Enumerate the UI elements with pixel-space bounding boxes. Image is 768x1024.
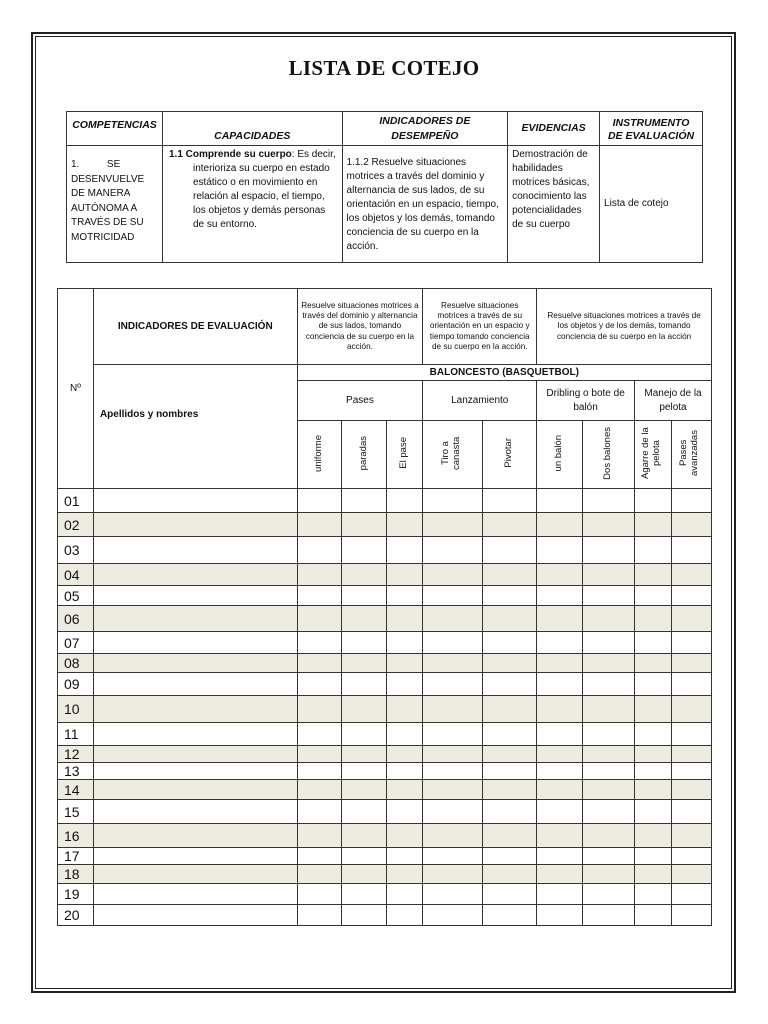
table-row bbox=[58, 780, 712, 800]
row-number: 07 bbox=[58, 632, 94, 654]
check-cell[interactable] bbox=[483, 780, 537, 800]
check-cell[interactable] bbox=[634, 654, 671, 673]
header-instrumento-line2: DE EVALUACIÓN bbox=[607, 130, 695, 143]
check-cell[interactable] bbox=[423, 763, 483, 780]
table-row bbox=[58, 632, 712, 654]
check-cell[interactable] bbox=[423, 606, 483, 632]
check-cell[interactable] bbox=[297, 800, 342, 824]
check-cell[interactable] bbox=[297, 696, 342, 723]
check-cell[interactable] bbox=[387, 780, 423, 800]
check-cell[interactable] bbox=[297, 848, 342, 865]
check-cell[interactable] bbox=[342, 696, 387, 723]
check-cell[interactable] bbox=[537, 800, 583, 824]
check-cell[interactable] bbox=[342, 564, 387, 586]
table-row bbox=[58, 654, 712, 673]
check-cell[interactable] bbox=[387, 723, 423, 746]
check-cell[interactable] bbox=[342, 780, 387, 800]
check-cell[interactable] bbox=[423, 723, 483, 746]
check-cell[interactable] bbox=[537, 606, 583, 632]
check-cell[interactable] bbox=[387, 905, 423, 926]
table-row bbox=[58, 865, 712, 884]
check-cell[interactable] bbox=[634, 746, 671, 763]
check-cell[interactable] bbox=[423, 654, 483, 673]
check-cell[interactable] bbox=[671, 632, 711, 654]
check-cell[interactable] bbox=[342, 824, 387, 848]
check-cell[interactable] bbox=[537, 746, 583, 763]
check-cell[interactable] bbox=[634, 564, 671, 586]
check-cell[interactable] bbox=[671, 673, 711, 696]
check-cell[interactable] bbox=[537, 632, 583, 654]
check-cell[interactable] bbox=[387, 654, 423, 673]
check-cell[interactable] bbox=[583, 905, 635, 926]
student-name-cell[interactable] bbox=[93, 780, 297, 800]
check-cell[interactable] bbox=[342, 905, 387, 926]
row-number: 16 bbox=[58, 824, 94, 848]
col-tiro-label: Tiro a canasta bbox=[439, 436, 462, 470]
check-cell[interactable] bbox=[634, 848, 671, 865]
table-row bbox=[58, 537, 712, 564]
check-cell[interactable] bbox=[634, 606, 671, 632]
header-evidencias: EVIDENCIAS bbox=[508, 112, 600, 146]
student-name-cell[interactable] bbox=[93, 513, 297, 537]
check-cell[interactable] bbox=[671, 489, 711, 513]
check-cell[interactable] bbox=[297, 673, 342, 696]
check-cell[interactable] bbox=[634, 537, 671, 564]
header-indicadores: INDICADORES DE DESEMPEÑO bbox=[342, 112, 508, 146]
row-number: 05 bbox=[58, 586, 94, 606]
row-number: 18 bbox=[58, 865, 94, 884]
check-cell[interactable] bbox=[634, 673, 671, 696]
student-name-cell[interactable] bbox=[93, 800, 297, 824]
check-cell[interactable] bbox=[583, 865, 635, 884]
check-cell[interactable] bbox=[583, 800, 635, 824]
check-cell[interactable] bbox=[583, 763, 635, 780]
check-cell[interactable] bbox=[483, 865, 537, 884]
row-number: 19 bbox=[58, 884, 94, 905]
check-cell[interactable] bbox=[483, 800, 537, 824]
check-cell[interactable] bbox=[423, 696, 483, 723]
check-cell[interactable] bbox=[671, 606, 711, 632]
col-el-pase-label: El pase bbox=[398, 437, 410, 469]
student-name-cell[interactable] bbox=[93, 632, 297, 654]
col-agarre bbox=[634, 421, 671, 489]
table-row bbox=[58, 763, 712, 780]
check-cell[interactable] bbox=[583, 654, 635, 673]
check-cell[interactable] bbox=[387, 606, 423, 632]
check-cell[interactable] bbox=[671, 564, 711, 586]
check-cell[interactable] bbox=[423, 632, 483, 654]
check-cell[interactable] bbox=[387, 632, 423, 654]
check-cell[interactable] bbox=[423, 824, 483, 848]
check-cell[interactable] bbox=[537, 673, 583, 696]
check-cell[interactable] bbox=[297, 586, 342, 606]
check-cell[interactable] bbox=[583, 746, 635, 763]
check-cell[interactable] bbox=[342, 632, 387, 654]
group-dribling: Dribling o bote de balón bbox=[537, 381, 635, 421]
check-cell[interactable] bbox=[483, 586, 537, 606]
check-cell[interactable] bbox=[634, 586, 671, 606]
check-cell[interactable] bbox=[483, 673, 537, 696]
student-name-cell[interactable] bbox=[93, 489, 297, 513]
check-cell[interactable] bbox=[671, 848, 711, 865]
check-cell[interactable] bbox=[583, 513, 635, 537]
check-cell[interactable] bbox=[634, 723, 671, 746]
indicador-cell: 1.1.2 Resuelve situaciones motrices a través del dominio y alternancia de sus lados, de su orientación en un espacio, tiempo, los objetos y los demás, tomando conciencia de su cuerpo en la acción. bbox=[342, 146, 508, 263]
check-cell[interactable] bbox=[537, 723, 583, 746]
check-cell[interactable] bbox=[634, 489, 671, 513]
check-cell[interactable] bbox=[387, 824, 423, 848]
check-cell[interactable] bbox=[483, 489, 537, 513]
check-cell[interactable] bbox=[297, 513, 342, 537]
student-name-cell[interactable] bbox=[93, 673, 297, 696]
check-cell[interactable] bbox=[537, 537, 583, 564]
check-cell[interactable] bbox=[537, 564, 583, 586]
check-cell[interactable] bbox=[342, 489, 387, 513]
check-cell[interactable] bbox=[297, 763, 342, 780]
table-row bbox=[58, 800, 712, 824]
col-pivotar-label: Pivotar bbox=[503, 438, 515, 468]
check-cell[interactable] bbox=[342, 746, 387, 763]
check-cell[interactable] bbox=[671, 763, 711, 780]
check-cell[interactable] bbox=[387, 848, 423, 865]
page-title: LISTA DE COTEJO bbox=[288, 56, 480, 80]
check-cell[interactable] bbox=[537, 848, 583, 865]
check-cell[interactable] bbox=[537, 780, 583, 800]
table-row bbox=[58, 586, 712, 606]
check-cell[interactable] bbox=[537, 654, 583, 673]
check-cell[interactable] bbox=[387, 586, 423, 606]
student-name-cell[interactable] bbox=[93, 586, 297, 606]
check-cell[interactable] bbox=[297, 564, 342, 586]
table-row bbox=[58, 746, 712, 763]
check-cell[interactable] bbox=[634, 696, 671, 723]
col-pases-avanzadas bbox=[671, 421, 711, 489]
check-cell[interactable] bbox=[671, 513, 711, 537]
competencia-se: SE bbox=[106, 159, 121, 171]
group-manejo: Manejo de la pelota bbox=[634, 381, 711, 421]
criterion-2: Resuelve situaciones motrices a través de su orientación en un espacio y tiempo tomando conciencia de su cuerpo en la acción. bbox=[423, 289, 537, 365]
student-name-cell[interactable] bbox=[93, 824, 297, 848]
indicadores-header: INDICADORES DE EVALUACIÓN bbox=[93, 289, 297, 365]
col-paradas bbox=[342, 421, 387, 489]
student-name-cell[interactable] bbox=[93, 763, 297, 780]
check-cell[interactable] bbox=[342, 586, 387, 606]
check-cell[interactable] bbox=[423, 489, 483, 513]
check-cell[interactable] bbox=[671, 654, 711, 673]
check-cell[interactable] bbox=[342, 865, 387, 884]
check-cell[interactable] bbox=[671, 723, 711, 746]
capacidad-title: 1.1 Comprende su cuerpo bbox=[168, 149, 292, 161]
check-cell[interactable] bbox=[423, 537, 483, 564]
check-cell[interactable] bbox=[537, 696, 583, 723]
check-cell[interactable] bbox=[634, 780, 671, 800]
student-rows bbox=[58, 489, 712, 926]
row-number: 02 bbox=[58, 513, 94, 537]
col-pases-avanzadas-label: Pases avanzadas bbox=[678, 430, 701, 476]
check-cell[interactable] bbox=[342, 673, 387, 696]
check-cell[interactable] bbox=[537, 905, 583, 926]
check-cell[interactable] bbox=[483, 746, 537, 763]
criterion-1: Resuelve situaciones motrices a través del dominio y alternancia de sus lados, tomando conciencia de su cuerpo en la acción. bbox=[297, 289, 423, 365]
check-cell[interactable] bbox=[297, 865, 342, 884]
check-cell[interactable] bbox=[634, 905, 671, 926]
check-cell[interactable] bbox=[537, 513, 583, 537]
student-name-cell[interactable] bbox=[93, 746, 297, 763]
instrumento-cell: Lista de cotejo bbox=[600, 146, 703, 263]
check-cell[interactable] bbox=[537, 865, 583, 884]
student-name-cell[interactable] bbox=[93, 537, 297, 564]
row-number: 13 bbox=[58, 763, 94, 780]
table-row bbox=[58, 884, 712, 905]
check-cell[interactable] bbox=[671, 586, 711, 606]
evidencia-cell: Demostración de habilidades motrices básicas, conocimiento las potencialidades de su cuerpo bbox=[508, 146, 600, 263]
check-cell[interactable] bbox=[423, 865, 483, 884]
student-name-cell[interactable] bbox=[93, 723, 297, 746]
competencies-table bbox=[66, 111, 703, 263]
student-name-cell[interactable] bbox=[93, 606, 297, 632]
check-cell[interactable] bbox=[537, 884, 583, 905]
col-pivotar bbox=[483, 421, 537, 489]
capacidad-rest1: : Es decir, bbox=[291, 149, 336, 161]
row-number: 11 bbox=[58, 723, 94, 746]
check-cell[interactable] bbox=[483, 723, 537, 746]
check-cell[interactable] bbox=[671, 800, 711, 824]
header-instrumento-line1: INSTRUMENTO bbox=[612, 117, 690, 130]
row-number: 17 bbox=[58, 848, 94, 865]
check-cell[interactable] bbox=[483, 884, 537, 905]
check-cell[interactable] bbox=[483, 763, 537, 780]
check-cell[interactable] bbox=[634, 513, 671, 537]
student-name-cell[interactable] bbox=[93, 848, 297, 865]
check-cell[interactable] bbox=[423, 746, 483, 763]
check-cell[interactable] bbox=[583, 884, 635, 905]
check-cell[interactable] bbox=[297, 537, 342, 564]
check-cell[interactable] bbox=[483, 564, 537, 586]
check-cell[interactable] bbox=[297, 606, 342, 632]
student-name-cell[interactable] bbox=[93, 905, 297, 926]
check-cell[interactable] bbox=[387, 513, 423, 537]
check-cell[interactable] bbox=[423, 884, 483, 905]
header-capacidades: CAPACIDADES bbox=[162, 112, 342, 146]
check-cell[interactable] bbox=[483, 606, 537, 632]
check-cell[interactable] bbox=[342, 800, 387, 824]
col-el-pase bbox=[387, 421, 423, 489]
capacidad-text: interioriza su cuerpo en estado estático o en movimiento en relación al espacio, el tiempo, los objetos y demás personas de su entorno. bbox=[192, 163, 330, 231]
check-cell[interactable] bbox=[634, 800, 671, 824]
check-cell[interactable] bbox=[297, 746, 342, 763]
row-number: 04 bbox=[58, 564, 94, 586]
check-cell[interactable] bbox=[297, 489, 342, 513]
table-row bbox=[58, 848, 712, 865]
check-cell[interactable] bbox=[483, 905, 537, 926]
check-cell[interactable] bbox=[423, 848, 483, 865]
check-cell[interactable] bbox=[583, 696, 635, 723]
check-cell[interactable] bbox=[583, 564, 635, 586]
col-tiro bbox=[423, 421, 483, 489]
check-cell[interactable] bbox=[583, 489, 635, 513]
check-cell[interactable] bbox=[387, 746, 423, 763]
col-uniforme bbox=[297, 421, 342, 489]
check-cell[interactable] bbox=[387, 884, 423, 905]
table-row bbox=[58, 673, 712, 696]
check-cell[interactable] bbox=[483, 848, 537, 865]
row-number: 06 bbox=[58, 606, 94, 632]
check-cell[interactable] bbox=[387, 696, 423, 723]
check-cell[interactable] bbox=[297, 905, 342, 926]
check-cell[interactable] bbox=[387, 537, 423, 564]
group-lanzamiento: Lanzamiento bbox=[423, 381, 537, 421]
check-cell[interactable] bbox=[297, 654, 342, 673]
check-cell[interactable] bbox=[342, 723, 387, 746]
col-paradas-label: paradas bbox=[357, 435, 369, 471]
check-cell[interactable] bbox=[537, 763, 583, 780]
check-cell[interactable] bbox=[634, 632, 671, 654]
check-cell[interactable] bbox=[297, 723, 342, 746]
row-number: 10 bbox=[58, 696, 94, 723]
check-cell[interactable] bbox=[671, 905, 711, 926]
competencia-text: DESENVUELVE DE MANERA AUTÓNOMA A TRAVÉS DE SU MOTRICIDAD bbox=[71, 173, 145, 243]
student-name-cell[interactable] bbox=[93, 696, 297, 723]
check-cell[interactable] bbox=[423, 780, 483, 800]
num-header: Nº bbox=[58, 289, 94, 489]
check-cell[interactable] bbox=[423, 800, 483, 824]
check-cell[interactable] bbox=[583, 848, 635, 865]
check-cell[interactable] bbox=[537, 489, 583, 513]
check-cell[interactable] bbox=[342, 513, 387, 537]
check-cell[interactable] bbox=[583, 723, 635, 746]
group-pases: Pases bbox=[297, 381, 423, 421]
check-cell[interactable] bbox=[342, 884, 387, 905]
row-number: 20 bbox=[58, 905, 94, 926]
check-cell[interactable] bbox=[342, 654, 387, 673]
check-cell[interactable] bbox=[583, 606, 635, 632]
table-row bbox=[58, 606, 712, 632]
student-name-cell[interactable] bbox=[93, 884, 297, 905]
check-cell[interactable] bbox=[387, 673, 423, 696]
table-row bbox=[58, 905, 712, 926]
table-row bbox=[58, 696, 712, 723]
check-cell[interactable] bbox=[387, 865, 423, 884]
check-cell[interactable] bbox=[423, 564, 483, 586]
check-cell[interactable] bbox=[483, 824, 537, 848]
check-cell[interactable] bbox=[423, 586, 483, 606]
check-cell[interactable] bbox=[583, 673, 635, 696]
check-cell[interactable] bbox=[483, 654, 537, 673]
check-cell[interactable] bbox=[634, 763, 671, 780]
evaluation-table bbox=[57, 288, 712, 926]
table-row bbox=[58, 824, 712, 848]
check-cell[interactable] bbox=[297, 824, 342, 848]
check-cell[interactable] bbox=[297, 632, 342, 654]
header-instrumento bbox=[600, 112, 703, 146]
check-cell[interactable] bbox=[342, 537, 387, 564]
check-cell[interactable] bbox=[423, 673, 483, 696]
check-cell[interactable] bbox=[537, 824, 583, 848]
apellidos-header: Apellidos y nombres bbox=[93, 365, 297, 489]
competencia-number: 1. bbox=[71, 159, 80, 171]
check-cell[interactable] bbox=[671, 746, 711, 763]
header-competencias: COMPETENCIAS bbox=[67, 112, 163, 146]
check-cell[interactable] bbox=[583, 537, 635, 564]
row-number: 15 bbox=[58, 800, 94, 824]
check-cell[interactable] bbox=[634, 824, 671, 848]
col-dos-balones bbox=[583, 421, 635, 489]
check-cell[interactable] bbox=[671, 824, 711, 848]
table-row bbox=[58, 513, 712, 537]
check-cell[interactable] bbox=[671, 884, 711, 905]
student-name-cell[interactable] bbox=[93, 865, 297, 884]
sport-header: BALONCESTO (BASQUETBOL) bbox=[297, 365, 711, 381]
check-cell[interactable] bbox=[297, 884, 342, 905]
row-number: 08 bbox=[58, 654, 94, 673]
check-cell[interactable] bbox=[671, 696, 711, 723]
col-uniforme-label: uniforme bbox=[313, 434, 325, 472]
col-dos-balones-label: Dos balones bbox=[602, 426, 614, 480]
check-cell[interactable] bbox=[387, 800, 423, 824]
check-cell[interactable] bbox=[671, 537, 711, 564]
student-name-cell[interactable] bbox=[93, 564, 297, 586]
student-name-cell[interactable] bbox=[93, 654, 297, 673]
row-number: 12 bbox=[58, 746, 94, 763]
check-cell[interactable] bbox=[483, 537, 537, 564]
check-cell[interactable] bbox=[483, 696, 537, 723]
check-cell[interactable] bbox=[387, 489, 423, 513]
table-row bbox=[58, 564, 712, 586]
check-cell[interactable] bbox=[342, 606, 387, 632]
capacidad-cell bbox=[162, 146, 342, 263]
check-cell[interactable] bbox=[671, 865, 711, 884]
check-cell[interactable] bbox=[483, 513, 537, 537]
check-cell[interactable] bbox=[342, 763, 387, 780]
check-cell[interactable] bbox=[634, 865, 671, 884]
criterion-3: Resuelve situaciones motrices a través de los objetos y de los demás, tomando conciencia de su cuerpo en la acción bbox=[537, 289, 712, 365]
check-cell[interactable] bbox=[634, 884, 671, 905]
check-cell[interactable] bbox=[583, 586, 635, 606]
row-number: 14 bbox=[58, 780, 94, 800]
check-cell[interactable] bbox=[387, 763, 423, 780]
check-cell[interactable] bbox=[583, 824, 635, 848]
table-row bbox=[58, 723, 712, 746]
row-number: 09 bbox=[58, 673, 94, 696]
col-un-balon-label: un balón bbox=[553, 434, 565, 472]
col-agarre-label: Agarre de la pelota bbox=[639, 427, 662, 479]
competencia-cell bbox=[67, 146, 163, 263]
check-cell[interactable] bbox=[583, 632, 635, 654]
table-row bbox=[58, 489, 712, 513]
check-cell[interactable] bbox=[583, 780, 635, 800]
check-cell[interactable] bbox=[387, 564, 423, 586]
check-cell[interactable] bbox=[423, 905, 483, 926]
check-cell[interactable] bbox=[342, 848, 387, 865]
check-cell[interactable] bbox=[297, 780, 342, 800]
row-number: 01 bbox=[58, 489, 94, 513]
check-cell[interactable] bbox=[483, 632, 537, 654]
check-cell[interactable] bbox=[671, 780, 711, 800]
col-un-balon bbox=[537, 421, 583, 489]
check-cell[interactable] bbox=[423, 513, 483, 537]
check-cell[interactable] bbox=[537, 586, 583, 606]
row-number: 03 bbox=[58, 537, 94, 564]
